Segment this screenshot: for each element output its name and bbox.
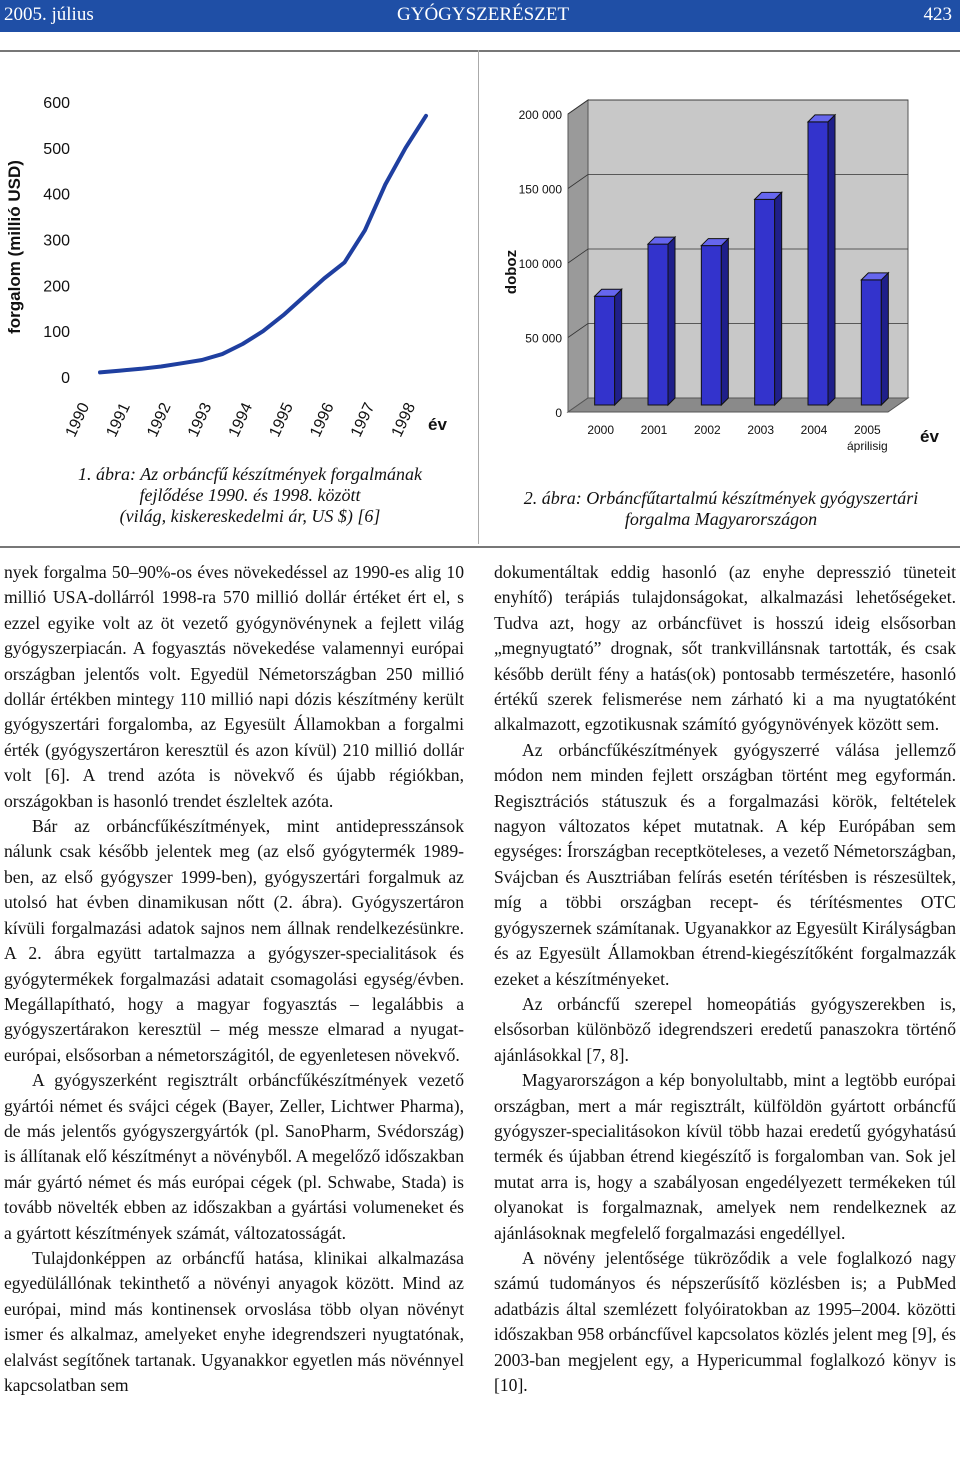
y-tick-label: 50 000 <box>525 331 562 346</box>
bar-side <box>775 192 782 405</box>
x-tick-label: 1994 <box>225 400 257 440</box>
figure2-bar-chart <box>480 52 958 472</box>
bar <box>755 192 782 405</box>
bar-front <box>861 280 881 405</box>
y-tick-label: 100 000 <box>518 257 562 271</box>
x-tick-label: 2001 <box>640 423 668 437</box>
y-tick-label: 200 000 <box>518 108 562 122</box>
x-tick-label: 2005 <box>853 423 881 437</box>
y-tick-label: 0 <box>555 406 562 420</box>
y-tick-label: 300 <box>43 232 70 250</box>
paragraph: Az orbáncfűkészítmények gyógyszerré válása jellemző módon nem minden fejlett országban történt meg egyformán. Regisztrációs státuszuk és a forgalmazási körök, feltételek nagyon változatos képet mutatnak. A kép Európában sem egységes: Írországban receptköteleses, a vezető Németországban, Svájcban és Ausztriában felírás esetén térítésben is részesültek, míg a többi országban recept- és térítésmentes OTC gyógyszernek számítanak. Ugyanakkor az Egyesült Királyságban és az Egyesült Államokban étrend-kiegészítőként forgalmazzák ezeket a készítményeket. <box>494 739 956 989</box>
paragraph: dokumentáltak eddig hasonló (az enyhe depresszió tüneteit enyhítő) terápiás tulajdonságokat, alkalmazási lehetőségeket. Tudva azt, hogy az orbáncfüvet is hosszú ideig elsősorban „megnyugtató” drognak, sőt trankvillánsnak tartották, és csak később derült fény a hatás(ok) pontosabb természetére, hasonló értékű szerek felismerése nem zárható ki a ma nyugtatóként alkalmazott, egzotikusnak számító gyógynövények között sem. <box>494 562 956 735</box>
bar-side <box>615 289 622 405</box>
y-tick-label: 600 <box>43 95 70 112</box>
figure-divider <box>478 50 479 544</box>
x-tick-label: 1993 <box>184 400 216 440</box>
figure1-line-chart <box>0 52 478 460</box>
bar-front <box>595 296 615 405</box>
journal-title: GYÓGYSZERÉSZET <box>397 4 570 25</box>
x-axis-label: év <box>920 427 939 446</box>
caption-line: (világ, kiskereskedelmi ár, US $) [6] <box>119 506 381 526</box>
figure2-caption <box>488 488 954 530</box>
x-tick-label: 1991 <box>103 400 134 440</box>
bar <box>595 289 622 405</box>
caption-line: 1. ábra: Az orbáncfű készítmények forgalmának <box>78 464 422 484</box>
x-tick-label: 1996 <box>307 400 338 440</box>
x-axis-label: év <box>428 415 447 434</box>
bar <box>648 237 675 405</box>
x-tick-label: 1998 <box>388 400 420 440</box>
figure1-caption <box>40 464 460 527</box>
bar-front <box>648 244 668 405</box>
bar <box>861 273 888 405</box>
bar <box>808 115 835 405</box>
bar-side <box>881 273 888 405</box>
x-tick-label: 2003 <box>747 423 775 437</box>
bar-front <box>755 199 775 405</box>
page-header <box>0 0 960 32</box>
paragraph: Magyarországon a kép bonyolultabb, mint a legtöbb európai országban, mert a már regisztrált, külföldön gyártott orbáncfű gyógyszer-specialitásokon kívül több hazai eredetű gyógyhatású termék és újabban étrend kiegészítő is forgalomban van. Sok jel mutat arra is, hogy a szabályosan engedélyezett termékeken túl olyanokat is forgalmaznak, amelyek nem rendelkeznek az ajánlásoknak megfelelő forgalmazási engedéllyel. <box>494 1070 956 1243</box>
header-date: 2005. július <box>4 4 94 25</box>
x-tick-label: 1997 <box>347 400 379 440</box>
x-tick-label: 1992 <box>144 400 175 440</box>
y-axis-label: doboz <box>503 249 520 295</box>
bar <box>701 239 728 405</box>
y-tick-label: 0 <box>61 370 70 387</box>
y-tick-label: 200 <box>43 278 70 296</box>
y-tick-label: 100 <box>43 324 70 342</box>
paragraph: nyek forgalma 50–90%-os éves növekedéssel az 1990-es alig 10 millió USA-dollárról 1998-ra 570 millió dollár értéket ért el, s ezzel egyike volt az öt vezető gyógynövénynek a fejlett világ gyógyszerpiacán. A fogyasztás növekedése valamennyi európai országban jelentős volt. Egyedül Németországban 250 millió dollár értékben mintegy 110 millió napi dózis készítmény került gyógyszertári forgalomba, az Egyesült Államokban a forgalmi érték (gyógyszertáron keresztül és azon kívül) 210 millió dollár volt [6]. A trend azóta is növekvő és újabb régiókban, országokban is hasonló trendet észleltek azóta. <box>4 562 464 811</box>
body-column-left <box>4 560 464 1398</box>
body-column-right <box>494 560 956 1398</box>
x-tick-label: 2002 <box>693 423 721 437</box>
y-tick-label: 400 <box>43 186 70 204</box>
caption-line: forgalma Magyarországon <box>624 509 818 529</box>
x-tick-label: 1995 <box>266 400 297 440</box>
caption-line: fejlődése 1990. és 1998. között <box>139 485 361 505</box>
x-tick-label: 2000 <box>587 423 615 437</box>
bar-front <box>808 122 828 405</box>
bar-side <box>668 237 675 405</box>
paragraph: Tulajdonképpen az orbáncfű hatása, klinikai alkalmazása egyedülállónak tekinthető a növényi anyagok között. Mind az európai, mind más kontinensek orvoslása több olyan növényt ismer és alkalmaz, amelyeket enyhe idegrendszeri nyugtatónak, elalvást segítőnek tartanak. Ugyanakkor egyetlen más növénnyel kapcsolatban sem <box>4 1247 464 1395</box>
y-axis-label: forgalom (millió USD) <box>5 160 24 334</box>
bar-side <box>828 115 835 405</box>
y-tick-label: 150 000 <box>518 182 562 197</box>
x-tick-label: 1990 <box>62 400 94 440</box>
paragraph: Az orbáncfű szerepel homeopátiás gyógyszerekben is, elsősorban különböző idegrendszeri eredetű panaszokra történő ajánlásokkal [7, 8]. <box>494 993 956 1065</box>
paragraph: Bár az orbáncfűkészítmények, mint antidepresszánsok nálunk csak később jelentek meg (az első gyógytermék 1989-ben, az első gyógyszer 1999-ben), gyógyszertári forgalmuk az utolsó hat évben dinamikusan nőtt (2. ábra). Gyógyszertáron kívüli forgalmazási adatok sajnos nem állnak rendelkezésünkre. A 2. ábra együtt tartalmazza a gyógyszer-specialitások és gyógytermékek forgalmazási adatait csomagolási egység/évben. Megállapítható, hogy a magyar fogyasztás – legalábbis a gyógyszertárakon keresztül – még messze elmarad a nyugat-európai, elsősorban a németországitól, de egyenletesen növekvő. <box>4 816 464 1065</box>
series-line <box>100 116 426 373</box>
y-tick-label: 500 <box>43 140 70 158</box>
paragraph: A gyógyszerként regisztrált orbáncfűkészítmények vezető gyártói német és svájci cégek (Bayer, Zeller, Lichtwer Pharma), de más jelentős gyógyszergyártók (pl. SanoPharm, Svédország) is állítanak elő készítményt a növényből. A megelőző időszakban már gyártó német és más európai cégek (pl. Schwabe, Stada) is tovább növelték ebben az időszakban a gyártási volumeneket és a gyártott készítmények számát, változatosságát. <box>4 1070 464 1243</box>
x-tick-label: 2004 <box>800 423 828 437</box>
bar-front <box>701 246 721 405</box>
caption-line: 2. ábra: Orbáncfűtartalmú készítmények gyógyszertári <box>523 488 919 508</box>
page-number: 423 <box>923 4 952 25</box>
x-tick-label: áprilisig <box>846 439 888 453</box>
bar-side <box>721 239 728 405</box>
paragraph: A növény jelentősége tükröződik a vele foglalkozó nagy számú tudományos és népszerűsítő közlésben is; a PubMed adatbázis által szemlézett folyóiratokban az 1995–2004. közötti időszakban 958 orbáncfűvel kapcsolatos közlés jelent meg [9], és 2003-ban megjelent egy, a Hypericummal foglalkozó könyv is [10]. <box>494 1247 956 1395</box>
